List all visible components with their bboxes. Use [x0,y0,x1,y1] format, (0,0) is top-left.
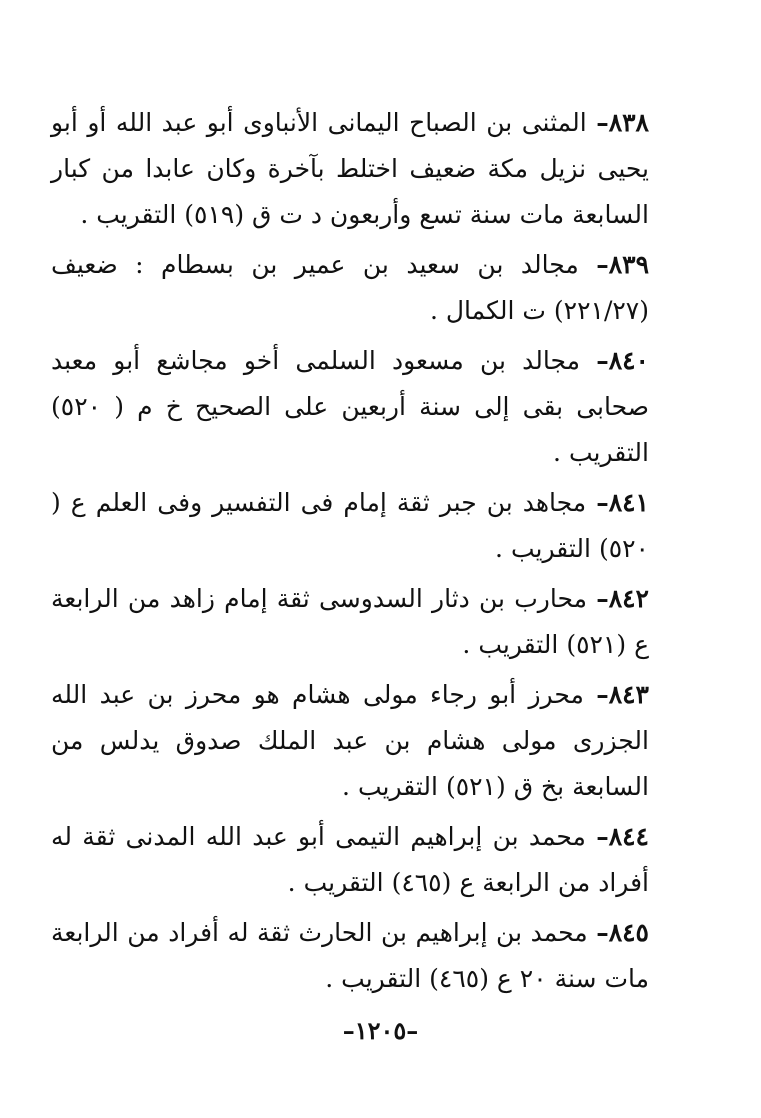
entry-845 [51,910,649,1002]
entry-number: ٨٣٨– [596,108,649,137]
entry-text: محارب بن دثار السدوسى ثقة إمام زاهد من الرابعة ع (٥٢١) التقريب . [51,584,649,659]
entry-text: محرز أبو رجاء مولى هشام هو محرز بن عبد الله الجزرى مولى هشام بن عبد الملك صدوق يدلس من السابعة بخ ق (٥٢١) التقريب . [51,680,649,801]
entry-text: مجالد بن سعيد بن عمير بن بسطام : ضعيف (٢٢١/٢٧) ت الكمال . [51,250,649,325]
entry-number: ٨٤٠– [596,346,649,375]
entry-842 [51,576,649,668]
entry-text: مجاهد بن جبر ثقة إمام فى التفسير وفى العلم ع ( ٥٢٠) التقريب . [51,488,649,563]
entry-text: محمد بن إبراهيم بن الحارث ثقة له أفراد من الرابعة مات سنة ٢٠ ع (٤٦٥) التقريب . [51,918,649,993]
entry-text: محمد بن إبراهيم التيمى أبو عبد الله المدنى ثقة له أفراد من الرابعة ع (٤٦٥) التقريب . [51,822,649,897]
entry-number: ٨٣٩– [596,250,650,279]
entry-841 [51,480,649,572]
entry-844 [51,814,649,906]
entry-number: ٨٤٥– [596,918,649,947]
entries-list [51,100,649,1006]
entry-number: ٨٤٣– [596,680,649,709]
entry-number: ٨٤٤– [596,822,649,851]
entry-843 [51,672,649,810]
entry-839 [51,242,649,334]
entry-text: المثنى بن الصباح اليمانى الأنباوى أبو عبد الله أو أبو يحيى نزيل مكة ضعيف اختلط بآخرة وكان عابدا من كبار السابعة مات سنة تسع وأربعون د ت ق (٥١٩) التقريب . [51,108,649,229]
entry-number: ٨٤٢– [596,584,649,613]
entry-838 [51,100,649,238]
entry-number: ٨٤١– [596,488,649,517]
page-number: –١٢٠٥– [342,1016,419,1045]
entry-text: مجالد بن مسعود السلمى أخو مجاشع أبو معبد صحابى بقى إلى سنة أربعين على الصحيح خ م ( ٥٢٠) التقريب . [51,346,649,467]
entry-840 [51,338,649,476]
